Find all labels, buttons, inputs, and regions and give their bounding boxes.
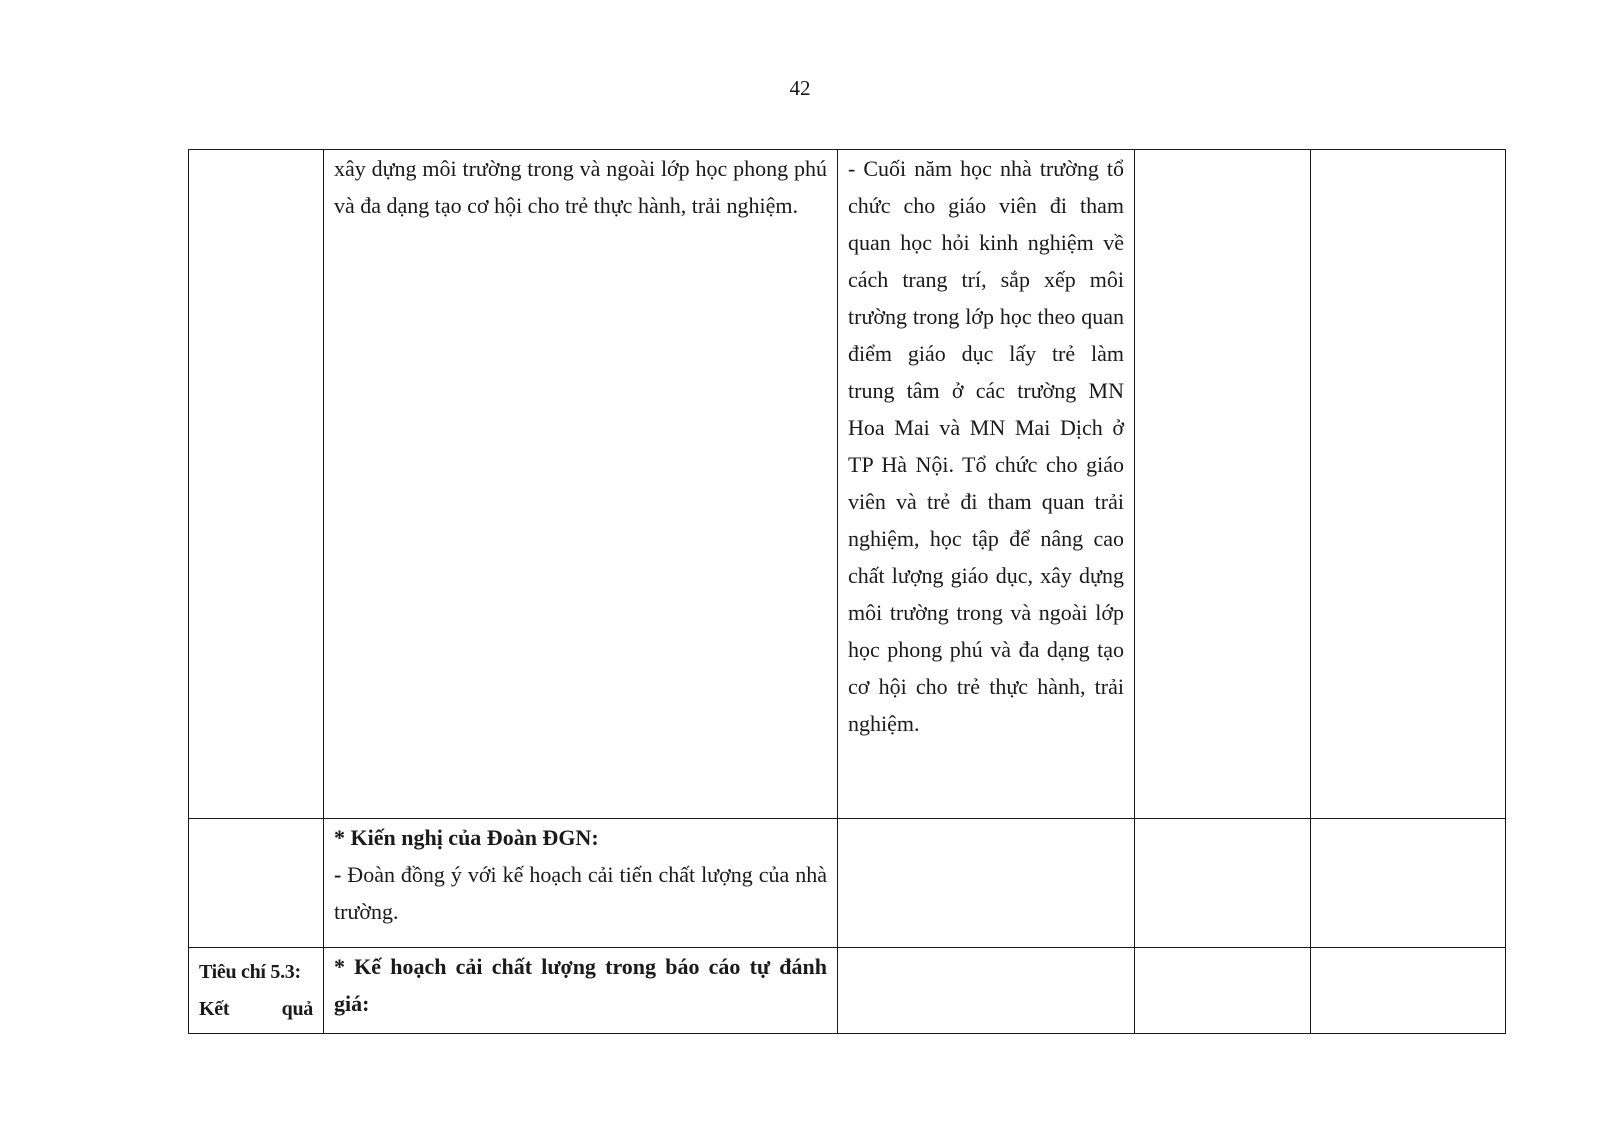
plan-heading: * Kế hoạch cải chất lượng trong báo cáo tự đánh giá: xyxy=(334,954,827,1016)
criterion-cell xyxy=(189,819,324,948)
result-cell xyxy=(838,150,1135,819)
empty-cell xyxy=(838,948,1135,1034)
recommendation-cell xyxy=(324,819,838,948)
recommendation-text xyxy=(334,856,827,930)
recommendation-body: Đoàn đồng ý với kế hoạch cải tiến chất lượng của nhà trường. xyxy=(334,862,827,924)
result-text: - Cuối năm học nhà trường tổ chức cho giáo viên đi tham quan học hỏi kinh nghiệm về cách trang trí, sắp xếp môi trường trong lớp học theo quan điểm giáo dục lấy trẻ làm trung tâm ở các trường MN Hoa Mai và MN Mai Dịch ở TP Hà Nội. Tổ chức cho giáo viên và trẻ đi tham quan trải nghiệm, học tập để nâng cao chất lượng giáo dục, xây dựng môi trường trong và ngoài lớp học phong phú và đa dạng tạo cơ hội cho trẻ thực hành, trải nghiệm. xyxy=(848,156,1124,736)
plan-cell xyxy=(324,150,838,819)
criterion-word: quả xyxy=(281,998,313,1020)
table-row xyxy=(189,948,1506,1034)
plan-text: xây dựng môi trường trong và ngoài lớp học phong phú và đa dạng tạo cơ hội cho trẻ thực hành, trải nghiệm. xyxy=(334,156,827,218)
criterion-word: Kết xyxy=(199,998,230,1020)
empty-cell xyxy=(1311,150,1506,819)
empty-cell xyxy=(1311,948,1506,1034)
criterion-label xyxy=(199,948,313,1028)
empty-cell xyxy=(1135,948,1311,1034)
table-row xyxy=(189,819,1506,948)
criterion-label-line2 xyxy=(199,991,313,1028)
evaluation-table xyxy=(188,149,1506,1034)
recommendation-dash: - xyxy=(334,862,342,887)
criterion-label-line1: Tiêu chí 5.3: xyxy=(199,961,301,983)
plan-heading-cell xyxy=(324,948,838,1034)
empty-cell xyxy=(1311,819,1506,948)
criterion-cell xyxy=(189,150,324,819)
recommendation-heading: * Kiến nghị của Đoàn ĐGN: xyxy=(334,825,599,850)
empty-cell xyxy=(838,819,1135,948)
empty-cell xyxy=(1135,150,1311,819)
empty-cell xyxy=(1135,819,1311,948)
table-row xyxy=(189,150,1506,819)
page-number: 42 xyxy=(789,76,811,100)
criterion-cell xyxy=(189,948,324,1034)
